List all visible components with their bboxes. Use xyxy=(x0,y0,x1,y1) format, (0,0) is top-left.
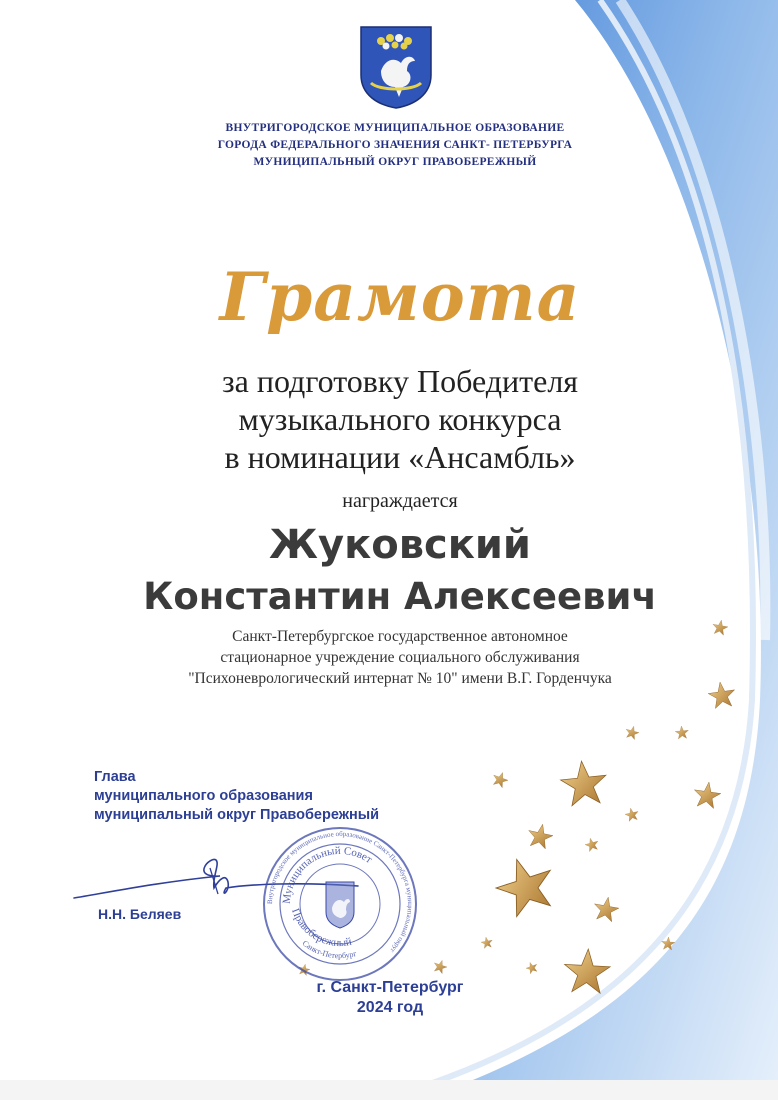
stamp-outer-text: Внутригородское муниципальное образование Санкт-Петербурга муниципальный округ xyxy=(265,829,415,955)
star-icon xyxy=(559,759,609,807)
institution-line-3: "Психоневрологический интернат № 10" имени В.Г. Горденчука xyxy=(188,670,612,687)
certificate-title: Грамота xyxy=(219,258,581,336)
star-icon xyxy=(624,807,640,822)
star-icon xyxy=(432,958,449,974)
reason-line-3: в номинации «Ансамбль» xyxy=(224,439,576,475)
star-icon xyxy=(661,936,675,950)
star-icon xyxy=(491,770,510,789)
star-icon xyxy=(692,780,722,809)
recipient-surname: Жуковский xyxy=(269,522,531,568)
star-icon xyxy=(526,822,555,850)
signatory-position xyxy=(94,768,379,825)
institution-line-1: Санкт-Петербургское государственное автономное xyxy=(232,628,568,645)
awarded-label: награждается xyxy=(342,490,458,512)
footer-place-date xyxy=(300,978,480,1018)
org-line-3: МУНИЦИПАЛЬНЫЙ ОКРУГ ПРАВОБЕРЕЖНЫЙ xyxy=(253,156,537,168)
star-icon xyxy=(624,725,640,741)
star-icon xyxy=(480,936,493,949)
star-icon xyxy=(490,851,561,920)
star-icon xyxy=(584,837,600,853)
star-icon xyxy=(707,680,737,709)
org-line-1: ВНУТРИГОРОДСКОЕ МУНИЦИПАЛЬНОЕ ОБРАЗОВАНИЕ xyxy=(225,122,565,134)
stamp-bottom-text: Санкт-Петербург xyxy=(300,938,358,961)
position-line-1: Глава xyxy=(94,769,136,785)
star-icon xyxy=(711,619,728,636)
recipient-given-names: Константин Алексеевич xyxy=(143,575,657,618)
seal-stamp-icon xyxy=(262,826,418,982)
position-line-3: муниципальный округ Правобережный xyxy=(94,807,380,823)
star-icon xyxy=(592,895,620,922)
stamp-lower-text: Правобережный xyxy=(289,906,353,950)
footer-year: 2024 год xyxy=(356,999,424,1016)
star-icon xyxy=(675,725,689,739)
stamp-middle-text: Муниципальный Совет xyxy=(280,844,375,905)
reason-line-1: за подготовку Победителя xyxy=(221,363,579,399)
org-line-2: ГОРОДА ФЕДЕРАЛЬНОГО ЗНАЧЕНИЯ САНКТ- ПЕТЕРБУРГА xyxy=(217,139,573,151)
footer-city: г. Санкт-Петербург xyxy=(316,979,464,996)
institution-line-2: стационарное учреждение социального обслуживания xyxy=(220,649,580,666)
signatory-name: Н.Н. Беляев xyxy=(98,906,182,922)
position-line-2: муниципального образования xyxy=(94,788,313,804)
reason-line-2: музыкального конкурса xyxy=(238,401,562,437)
star-icon xyxy=(563,948,611,994)
star-icon xyxy=(525,960,539,974)
